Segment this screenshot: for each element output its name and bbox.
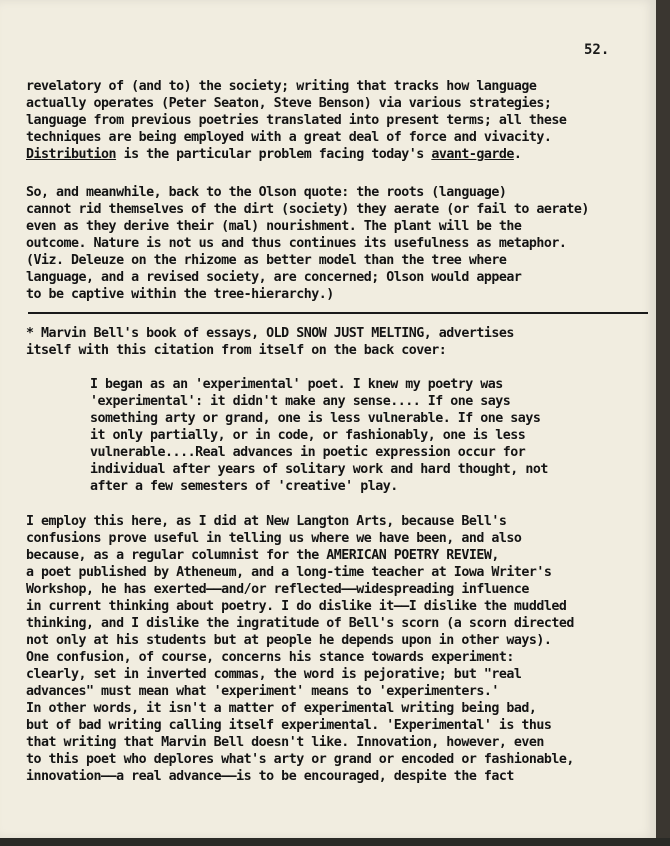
text-line: actually operates (Peter Seaton, Steve Benson) via various strategies; — [26, 96, 552, 111]
text-line: itself with this citation from itself on the back cover: — [26, 343, 447, 358]
page-bottom-edge — [0, 838, 670, 846]
text-line: to be captive within the tree-hierarchy.) — [26, 287, 334, 302]
page-edge-shadow — [656, 0, 670, 846]
quote-line: 'experimental': it didn't make any sense.... If one says — [90, 394, 511, 409]
text-line: One confusion, of course, concerns his stance towards experiment: — [26, 650, 514, 665]
text-line: * Marvin Bell's book of essays, OLD SNOW JUST MELTING, advertises — [26, 326, 514, 341]
text-span: is the particular problem facing today's — [116, 147, 432, 162]
text-line: that writing that Marvin Bell doesn't like. Innovation, however, even — [26, 735, 544, 750]
text-line: Workshop, he has exerted——and/or reflected——widespreading influence — [26, 582, 529, 597]
text-line: techniques are being employed with a great deal of force and vivacity. — [26, 130, 552, 145]
paragraph-2 — [26, 184, 650, 303]
text-line: outcome. Nature is not us and thus continues its usefulness as metaphor. — [26, 236, 567, 251]
footnote-divider — [28, 312, 648, 314]
text-line: (Viz. Deleuze on the rhizome as better model than the tree where — [26, 253, 507, 268]
page-number: 52. — [584, 42, 610, 58]
quote-line: something arty or grand, one is less vulnerable. If one says — [90, 411, 541, 426]
paragraph-1 — [26, 78, 650, 163]
paragraph-3 — [26, 513, 650, 785]
underlined-word-distribution: Distribution — [26, 147, 117, 162]
text-line: So, and meanwhile, back to the Olson quote: the roots (language) — [26, 185, 507, 200]
text-line: not only at his students but at people he depends upon in other ways). — [26, 633, 552, 648]
text-line: confusions prove useful in telling us where we have been, and also — [26, 531, 522, 546]
text-line: language, and a revised society, are concerned; Olson would appear — [26, 270, 522, 285]
text-line: a poet published by Atheneum, and a long-time teacher at Iowa Writer's — [26, 565, 552, 580]
text-line: advances" must mean what 'experiment' means to 'experimenters.' — [26, 684, 499, 699]
underlined-word-avant-garde: avant-garde — [431, 147, 514, 162]
text-line-distribution — [26, 146, 650, 163]
text-line: clearly, set in inverted commas, the word is pejorative; but "real — [26, 667, 522, 682]
text-line: thinking, and I dislike the ingratitude of Bell's scorn (a scorn directed — [26, 616, 574, 631]
text-line: revelatory of (and to) the society; writing that tracks how language — [26, 79, 537, 94]
text-line: to this poet who deplores what's arty or grand or encoded or fashionable, — [26, 752, 574, 767]
text-line: cannot rid themselves of the dirt (society) they aerate (or fail to aerate) — [26, 202, 589, 217]
footnote-intro — [26, 325, 650, 359]
text-line: because, as a regular columnist for the AMERICAN POETRY REVIEW, — [26, 548, 499, 563]
text-line: language from previous poetries translated into present terms; all these — [26, 113, 567, 128]
quote-line: individual after years of solitary work and hard thought, not — [90, 462, 548, 477]
text-line: In other words, it isn't a matter of experimental writing being bad, — [26, 701, 537, 716]
quote-line: after a few semesters of 'creative' play. — [90, 479, 398, 494]
quote-line: it only partially, or in code, or fashionably, one is less — [90, 428, 526, 443]
text-line: I employ this here, as I did at New Langton Arts, because Bell's — [26, 514, 507, 529]
quote-line: vulnerable....Real advances in poetic expression occur for — [90, 445, 526, 460]
block-quote — [90, 376, 650, 495]
quote-line: I began as an 'experimental' poet. I knew my poetry was — [90, 377, 503, 392]
text-line: but of bad writing calling itself experimental. 'Experimental' is thus — [26, 718, 552, 733]
text-line: innovation——a real advance——is to be encouraged, despite the fact — [26, 769, 514, 784]
text-line: even as they derive their (mal) nourishment. The plant will be the — [26, 219, 522, 234]
text-line: in current thinking about poetry. I do dislike it——I dislike the muddled — [26, 599, 567, 614]
text-span: . — [513, 147, 522, 162]
